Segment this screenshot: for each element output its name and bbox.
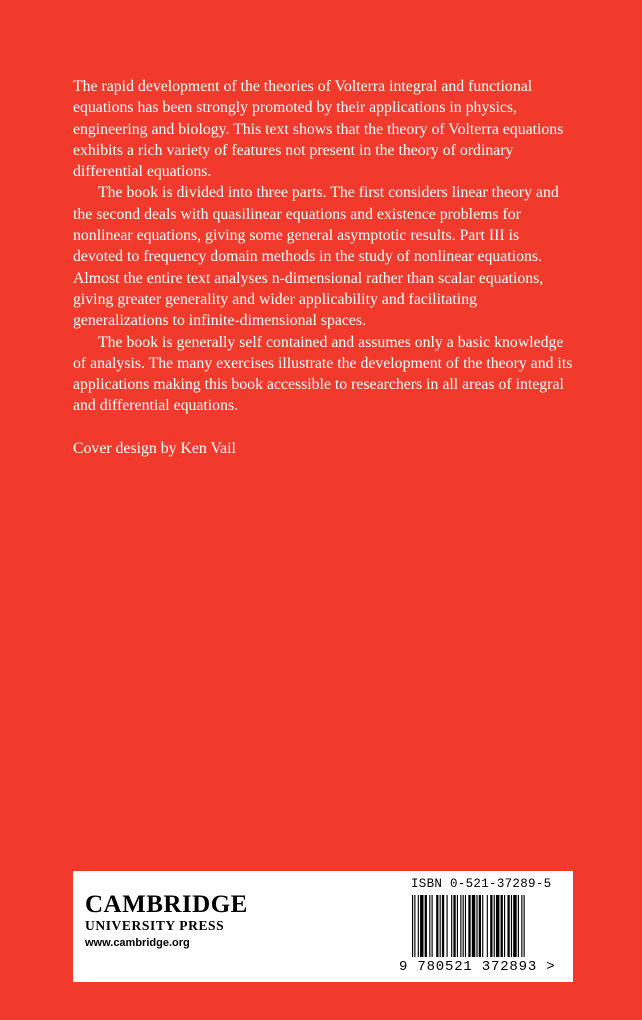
barcode-bar	[457, 895, 458, 957]
publisher-subtitle: UNIVERSITY PRESS	[85, 918, 225, 933]
barcode-bar	[447, 895, 448, 957]
barcode-bar	[465, 895, 466, 957]
publisher-name: CAMBRIDGE	[85, 891, 248, 918]
barcode-bar	[524, 895, 525, 957]
barcode-bar	[518, 895, 519, 957]
barcode-bar	[504, 895, 505, 957]
barcode-bar	[479, 895, 481, 957]
blurb-paragraph-2: The book is divided into three parts. The first considers linear theory and the second deals with quasilinear equations and existence problems for nonlinear equations, giving some general asymptotic results. Part III is devoted to frequency domain methods in the study of nonlinear equations. Almost the entire text analyses n-dimensional rather than scalar equations, giving greater generality and wider applicability and facilitating generalizations to infinite-dimensional spaces.	[73, 184, 559, 330]
barcode-bar	[476, 895, 477, 957]
barcode-bar	[414, 895, 415, 957]
barcode-bar	[490, 895, 492, 957]
barcode-bar	[513, 895, 516, 957]
barcode-bar	[511, 895, 512, 957]
barcode-bar	[460, 895, 461, 957]
barcode-bar	[412, 895, 413, 957]
barcode-bar	[418, 895, 419, 957]
barcode-bar	[501, 895, 503, 957]
barcode-bar	[453, 895, 455, 957]
barcode-bar	[521, 895, 522, 957]
back-cover-blurb	[73, 76, 573, 459]
barcode-bar	[507, 895, 509, 957]
barcode-bar	[420, 895, 423, 957]
barcode-bar	[468, 895, 470, 957]
cover-design-credit: Cover design by Ken Vail	[73, 439, 236, 457]
publisher-logo	[85, 892, 248, 951]
barcode-bar	[472, 895, 475, 957]
barcode-bar	[442, 895, 444, 957]
publisher-barcode-panel	[73, 871, 573, 982]
barcode-bar	[440, 895, 441, 957]
barcode-number: 9 780521 372893 >	[399, 959, 556, 975]
barcode-bar	[432, 895, 433, 957]
barcode-bar	[482, 895, 483, 957]
barcode-bar	[429, 895, 430, 957]
publisher-url: www.cambridge.org	[85, 937, 190, 949]
barcode-bar	[496, 895, 499, 957]
isbn-label: ISBN 0-521-37289-5	[411, 877, 552, 891]
barcode-bar	[425, 895, 427, 957]
blurb-paragraph-3: The book is generally self contained and assumes only a basic knowledge of analysis. The many exercises illustrate the development of the theory and its applications making this book accessible to researchers in all areas of integral and differential equations.	[73, 333, 573, 415]
barcode-bar	[494, 895, 495, 957]
barcode-bar	[451, 895, 452, 957]
barcode-bar	[436, 895, 438, 957]
blurb-paragraph-1: The rapid development of the theories of Volterra integral and functional equations has been strongly promoted by their applications in physics, engineering and biology. This text shows that the theory of Volterra equations exhibits a rich variety of features not present in the theory of ordinary differential equations.	[73, 78, 564, 181]
barcode-bar	[463, 895, 464, 957]
isbn-barcode	[410, 895, 566, 961]
barcode-bar	[487, 895, 488, 957]
